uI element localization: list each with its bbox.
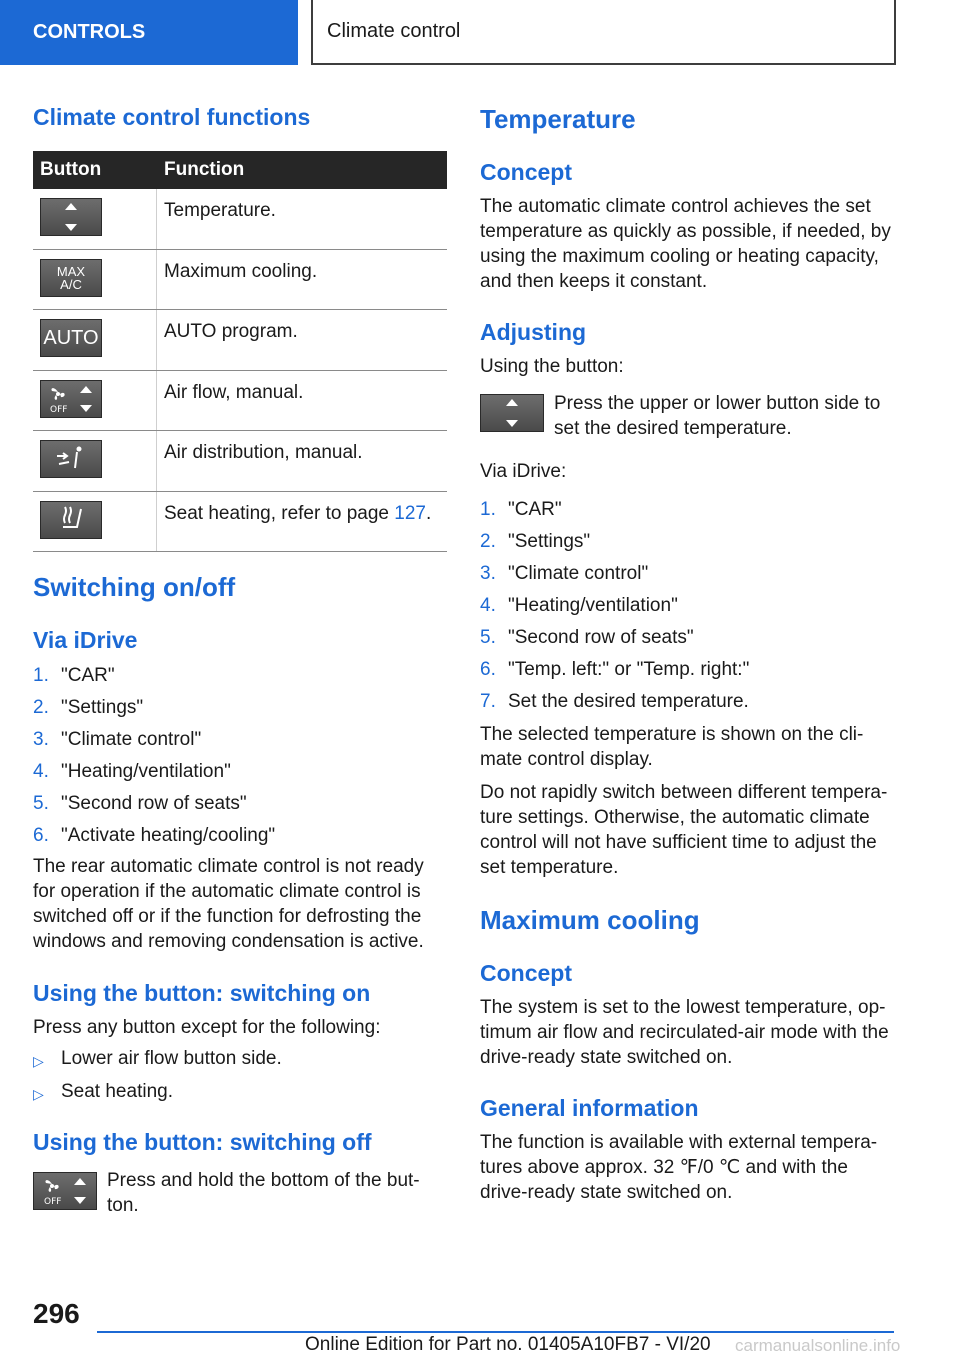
page-ref-suffix: . [425, 502, 432, 524]
table-row [33, 431, 447, 492]
auto-icon [40, 319, 102, 357]
temperature-rocker-icon [480, 394, 544, 432]
list-item: 6. "Temp. left:" or "Temp. right:" [480, 658, 895, 690]
switch-on-text: Press any button except for the following: [33, 1017, 381, 1038]
step-text: Set the desired temperature. [508, 691, 749, 712]
fan-off-icon [40, 380, 102, 418]
functions-table [33, 151, 447, 552]
fan-off-icon [33, 1172, 97, 1210]
step-text: "Second row of seats" [61, 793, 247, 814]
table-row [33, 250, 447, 311]
function-text [157, 492, 447, 552]
seat-heating-icon [40, 501, 102, 539]
general-heading: General information [480, 1095, 699, 1121]
switch-on-heading: Using the button: switching on [33, 980, 371, 1006]
list-item: 2. "Settings" [480, 530, 895, 562]
list-item: 5. "Second row of seats" [480, 626, 895, 658]
table-row [33, 371, 447, 432]
list-item: 7. Set the desired temperature. [480, 690, 895, 722]
button-cell [33, 310, 157, 370]
adjusting-heading: Adjusting [480, 319, 587, 345]
list-item: 3. "Climate control" [33, 728, 443, 760]
chapter-title: Climate control [327, 20, 461, 42]
step-text: "Settings" [61, 697, 144, 718]
list-item: ▷ Lower air flow button side. [33, 1047, 443, 1080]
not-ready-paragraph: The rear automatic climate control is not ready for operation if the automatic climate control is switched off or if the function for defrosting the windows and removing condensation is active. [33, 856, 424, 952]
rapid-paragraph: Do not rapidly switch between different tempera-ture settings. Otherwise, the automatic climate control will not have sufficient time to adjust the set temperature. [480, 782, 888, 878]
auto-label: AUTO [43, 326, 99, 349]
step-text: "Settings" [508, 531, 591, 552]
step-text: "Heating/ventilation" [61, 761, 231, 782]
bullet-text: Lower air flow button side. [61, 1048, 282, 1069]
shown-paragraph: The selected temperature is shown on the cli-mate control display. [480, 724, 864, 770]
switch-off-heading: Using the button: switching off [33, 1129, 372, 1155]
section-label: CONTROLS [33, 21, 146, 43]
chapter-title-box [311, 0, 896, 65]
concept2-paragraph: The system is set to the lowest temperature, op-timum air flow and recirculated-air mode with the drive-ready state switched on. [480, 997, 889, 1068]
page-number: 296 [33, 1298, 80, 1329]
list-item: 1. "CAR" [480, 498, 895, 530]
list-item: 1. "CAR" [33, 664, 443, 696]
function-text: Maximum cooling. [164, 260, 318, 282]
table-row [33, 492, 447, 553]
switching-heading: Switching on/off [33, 572, 236, 602]
functions-heading: Climate control functions [33, 104, 311, 130]
step-text: "CAR" [61, 665, 115, 686]
press-text: Press the upper or lower button side to set the desired temperature. [554, 393, 881, 439]
via-idrive-steps [33, 664, 443, 856]
seat-heating-text: Seat heating, refer to page [164, 502, 395, 524]
air-distribution-icon [40, 440, 102, 478]
button-cell [33, 492, 157, 552]
step-text: "Temp. left:" or "Temp. right:" [508, 659, 750, 680]
step-text: "Heating/ventilation" [508, 595, 678, 616]
list-item: 3. "Climate control" [480, 562, 895, 594]
list-item: 6. "Activate heating/cooling" [33, 824, 443, 856]
off-label: OFF [50, 404, 68, 415]
col-function-header: Function [164, 159, 245, 180]
button-cell [33, 371, 157, 431]
list-item: ▷ Seat heating. [33, 1080, 443, 1113]
using-button-text: Using the button: [480, 356, 624, 377]
function-text: Air distribution, manual. [164, 442, 363, 463]
footer-divider [97, 1331, 894, 1333]
via-idrive-heading: Via iDrive [33, 627, 138, 653]
col-button-header: Button [40, 159, 102, 180]
function-text: Temperature. [164, 200, 276, 221]
max-ac-line1: MAX [56, 263, 86, 279]
max-cooling-heading: Maximum cooling [480, 905, 700, 935]
step-text: "Climate control" [508, 563, 649, 584]
step-text: "Activate heating/cooling" [61, 825, 276, 846]
concept-heading: Concept [480, 159, 572, 185]
table-row [33, 189, 447, 250]
step-text: "Climate control" [61, 729, 202, 750]
bullet-text: Seat heating. [61, 1081, 173, 1102]
section-tab [0, 0, 298, 65]
button-cell [33, 250, 157, 310]
table-header [33, 151, 447, 189]
max-ac-icon [40, 259, 102, 297]
temperature-heading: Temperature [480, 104, 636, 134]
page-ref-link[interactable]: 127 [394, 502, 426, 524]
via-idrive-text: Via iDrive: [480, 461, 567, 482]
concept2-heading: Concept [480, 960, 572, 986]
concept-paragraph: The automatic climate control achieves the set temperature as quickly as possible, if needed, by using the maximum cooling or heating capacity, and then keeps it constant. [480, 196, 891, 292]
list-item: 5. "Second row of seats" [33, 792, 443, 824]
step-text: "Second row of seats" [508, 627, 694, 648]
switch-on-exceptions [33, 1047, 443, 1113]
list-item: 4. "Heating/ventilation" [33, 760, 443, 792]
off-label: OFF [44, 1197, 62, 1207]
function-text: Air flow, manual. [164, 381, 304, 403]
list-item: 2. "Settings" [33, 696, 443, 728]
function-text: AUTO program. [164, 321, 298, 342]
general-paragraph: The function is available with external tempera-tures above approx. 32 ℉/0 ℃ and with the drive-ready state switched on. [480, 1132, 878, 1203]
edition-text: Online Edition for Part no. 01405A10FB7 - VI/20 [305, 1334, 711, 1355]
max-ac-line2: A/C [60, 276, 82, 292]
table-row [33, 310, 447, 371]
button-cell [33, 431, 157, 491]
temperature-steps [480, 498, 895, 722]
list-item: 4. "Heating/ventilation" [480, 594, 895, 626]
watermark: carmanualsonline.info [735, 1336, 901, 1355]
step-text: "CAR" [508, 499, 562, 520]
switch-off-text: Press and hold the bottom of the but-ton. [107, 1170, 420, 1216]
temperature-rocker-icon [40, 198, 102, 236]
button-cell [33, 189, 157, 249]
